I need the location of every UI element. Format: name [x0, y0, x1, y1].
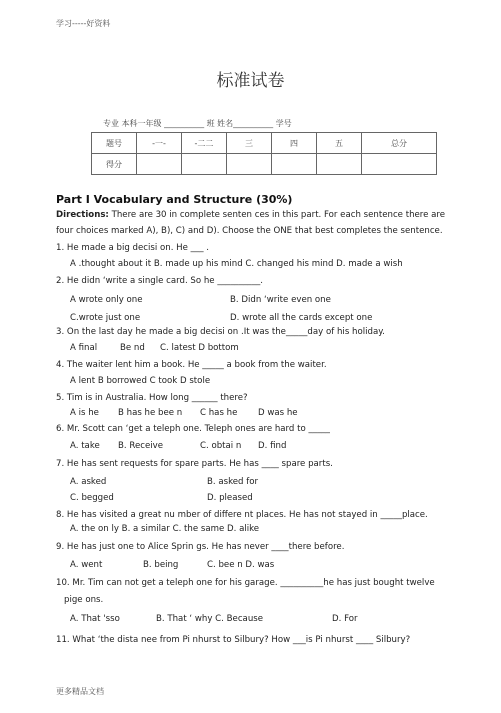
- directions-label: Directions:: [56, 210, 109, 220]
- score-cell: -二二: [182, 133, 227, 154]
- question-option: C. begged: [70, 493, 114, 503]
- question-option: A. take: [70, 441, 100, 451]
- question-option: A final: [70, 343, 98, 353]
- question-option: C. obtai n: [200, 441, 242, 451]
- question-option: B. Receive: [118, 441, 164, 451]
- score-entry: [182, 154, 227, 175]
- question-option: B. being: [143, 560, 179, 570]
- question-text: 4. The waiter lent him a book. He _____ a book from the waiter.: [56, 360, 327, 370]
- question-option: C. latest D bottom: [160, 343, 239, 353]
- score-table-header-row: [92, 133, 437, 154]
- directions-text: There are 30 in complete senten ces in this part. For each sentence there are: [108, 210, 446, 220]
- question-text: 8. He has visited a great nu mber of differe nt places. He has not stayed in _____place.: [56, 510, 428, 520]
- question-option: D. find: [258, 441, 287, 451]
- score-cell: 得分: [92, 154, 137, 175]
- score-entry: [137, 154, 182, 175]
- question-option: D was he: [258, 408, 298, 418]
- directions-line: four choices marked A), B), C) and D). Choose the ONE that best completes the sentence.: [56, 226, 443, 236]
- page-header: 学习-----好资料: [56, 19, 111, 28]
- part-heading: Part I Vocabulary and Structure (30%): [56, 193, 293, 206]
- score-cell: -一-: [137, 133, 182, 154]
- question-option: D. wrote all the cards except one: [230, 313, 373, 323]
- score-entry: [317, 154, 362, 175]
- question-text: 7. He has sent requests for spare parts. He has ____ spare parts.: [56, 459, 333, 469]
- page-footer: 更多精品文档: [56, 687, 104, 696]
- score-table-score-row: [92, 154, 437, 175]
- question-option: D. pleased: [207, 493, 253, 503]
- score-cell: 三: [227, 133, 272, 154]
- question-options: A. the on ly B. a similar C. the same D. alike: [70, 524, 260, 534]
- question-options: A .thought about it B. made up his mind C. changed his mind D. made a wish: [70, 259, 403, 269]
- question-text: 2. He didn ‘write a single card. So he __________.: [56, 276, 264, 286]
- question-option: A. asked: [70, 477, 107, 487]
- directions-line: [56, 210, 445, 220]
- question-option: B has he bee n: [118, 408, 183, 418]
- page-title: 标准试卷: [216, 71, 285, 91]
- question-text: 10. Mr. Tim can not get a teleph one for his garage. __________he has just bought twelve: [56, 578, 435, 588]
- question-text: 3. On the last day he made a big decisi on .It was the_____day of his holiday.: [56, 327, 385, 337]
- question-text: 5. Tim is in Australia. How long ______ there?: [56, 393, 248, 403]
- score-cell: 题号: [92, 133, 137, 154]
- question-option: D. For: [332, 614, 358, 624]
- question-text: 9. He has just one to Alice Sprin gs. He has never ____there before.: [56, 542, 345, 552]
- question-option: C.wrote just one: [70, 313, 141, 323]
- question-option: Be nd: [120, 343, 145, 353]
- score-table: [91, 132, 437, 175]
- question-text: 6. Mr. Scott can ‘get a teleph one. Teleph ones are hard to _____: [56, 424, 330, 434]
- score-entry: [227, 154, 272, 175]
- score-cell: 五: [317, 133, 362, 154]
- question-text: 11. What ‘the dista nee from Pi nhurst to Silbury? How ___is Pi nhurst ____ Silbury?: [56, 635, 411, 645]
- student-info-line: 专业 本科一年级 __________ 班 姓名__________ 学号: [103, 119, 292, 128]
- question-option: B. asked for: [207, 477, 259, 487]
- question-text-continued: pige ons.: [64, 595, 104, 605]
- question-option: C. bee n D. was: [207, 560, 275, 570]
- score-entry: [272, 154, 317, 175]
- question-option: B. That ‘ why C. Because: [156, 614, 264, 624]
- question-option: B. Didn ‘write even one: [230, 295, 331, 305]
- score-cell: 总分: [362, 133, 437, 154]
- question-option: A is he: [70, 408, 99, 418]
- question-option: A. That 'sso: [70, 614, 120, 624]
- question-options: A lent B borrowed C took D stole: [70, 376, 211, 386]
- question-option: A wrote only one: [70, 295, 143, 305]
- score-entry: [362, 154, 437, 175]
- score-cell: 四: [272, 133, 317, 154]
- question-option: A. went: [70, 560, 103, 570]
- question-option: C has he: [200, 408, 238, 418]
- question-text: 1. He made a big decisi on. He ___ .: [56, 243, 210, 253]
